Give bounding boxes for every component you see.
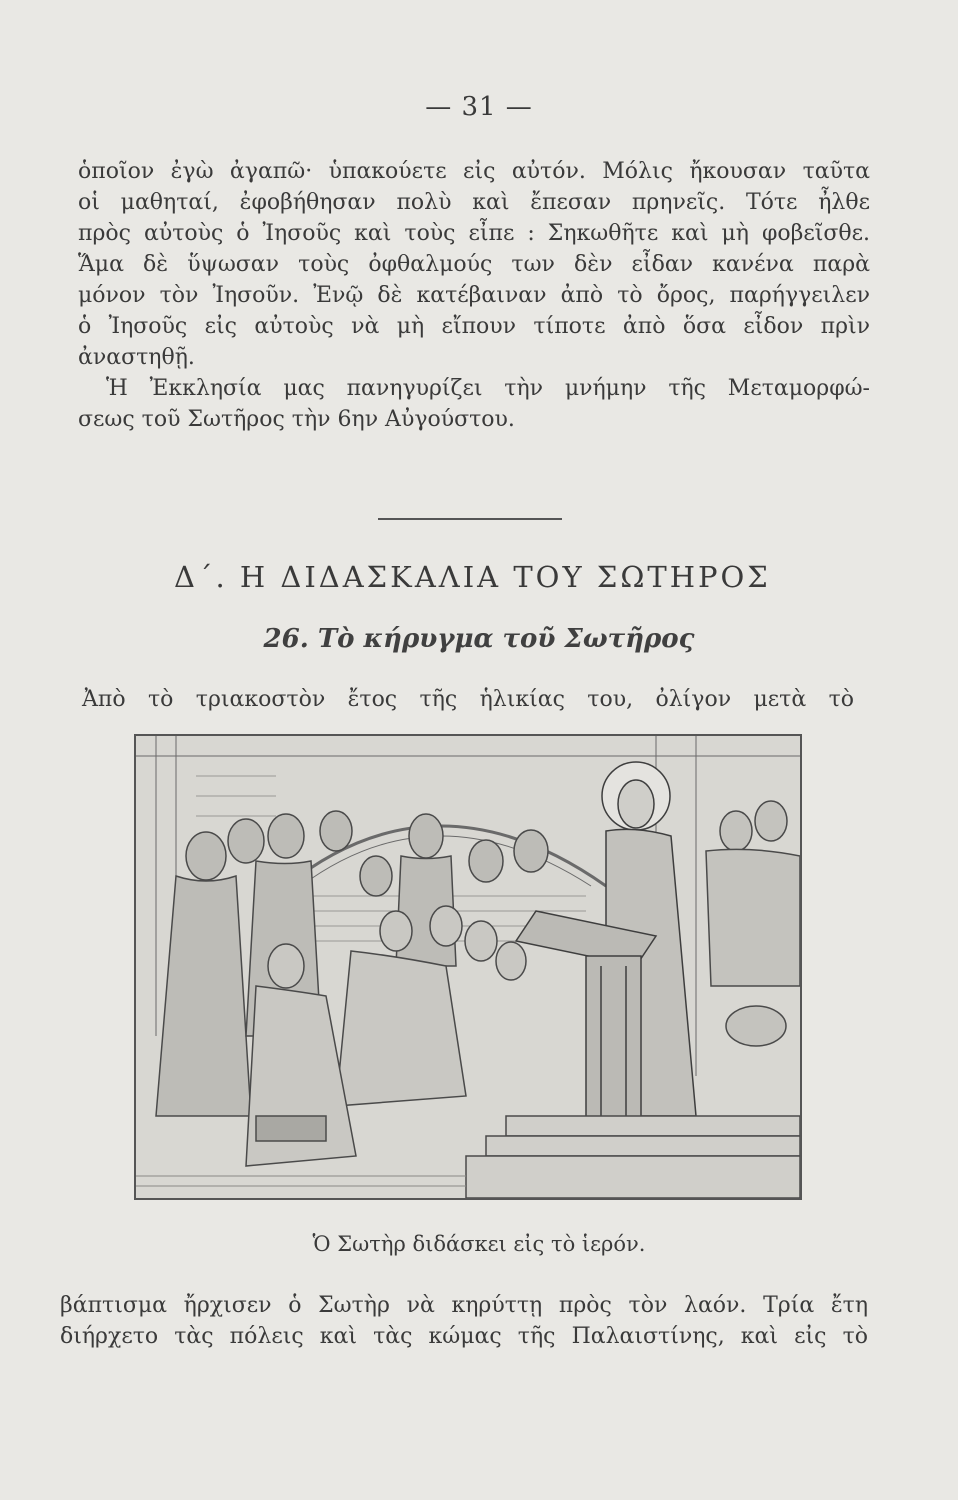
text-line: ὁποῖον ἐγὼ ἀγαπῶ· ὑπακούετε εἰς αὐτόν. Μόλις ἤκουσαν ταῦτα — [78, 159, 870, 184]
text-line: σεως τοῦ Σωτῆρος τὴν 6ην Αὐγούστου. — [78, 407, 515, 432]
text-line: Ἀπὸ τὸ τριακοστὸν ἔτος τῆς ἡλικίας του, ὀλίγον μετὰ τὸ — [82, 687, 854, 712]
text-line: πρὸς αὐτοὺς ὁ Ἰησοῦς καὶ τοὺς εἶπε : Σηκωθῆτε καὶ μὴ φοβεῖσθε. — [78, 221, 870, 246]
text-line: οἱ μαθηταί, ἐφοβήθησαν πολὺ καὶ ἔπεσαν πρηνεῖς. Τότε ἦλθε — [78, 190, 870, 215]
illustration-caption: Ὁ Σωτὴρ διδάσκει εἰς τὸ ἱερόν. — [312, 1232, 646, 1256]
engraving-drawing — [136, 736, 800, 1198]
text-line: Ἅμα δὲ ὕψωσαν τοὺς ὀφθαλμούς των δὲν εἶδαν κανένα παρὰ — [78, 252, 870, 277]
intro-paragraph — [82, 684, 854, 715]
text-line: Ἡ Ἐκκλησία μας πανηγυρίζει τὴν μνήμην τῆς Μεταμορφώ- — [106, 376, 870, 401]
text-line: ἀναστηθῇ. — [78, 345, 195, 370]
section-heading: Δ΄. Η ΔΙΔΑΣΚΑΛΙΑ ΤΟΥ ΣΩΤΗΡΟΣ — [174, 560, 771, 594]
text-line: ὁ Ἰησοῦς εἰς αὐτοὺς νὰ μὴ εἴπουν τίποτε ἀπὸ ὅσα εἶδον πρὶν — [78, 314, 870, 339]
text-line: μόνον τὸν Ἰησοῦν. Ἐνῷ δὲ κατέβαιναν ἀπὸ τὸ ὄρος, παρήγγειλεν — [78, 283, 870, 308]
paragraph-transfiguration — [78, 156, 870, 435]
text-line: διήρχετο τὰς πόλεις καὶ τὰς κώμας τῆς Παλαιστίνης, καὶ εἰς τὸ — [60, 1324, 868, 1349]
paragraph-teaching — [60, 1290, 868, 1352]
chapter-subheading: 26. Τὸ κήρυγμα τοῦ Σωτῆρος — [263, 624, 695, 654]
text-line: βάπτισμα ἤρχισεν ὁ Σωτὴρ νὰ κηρύττῃ πρὸς τὸν λαόν. Τρία ἔτη — [60, 1293, 868, 1318]
section-divider — [378, 518, 562, 520]
page-number: — 31 — — [425, 92, 533, 122]
engraving-illustration — [134, 734, 802, 1200]
